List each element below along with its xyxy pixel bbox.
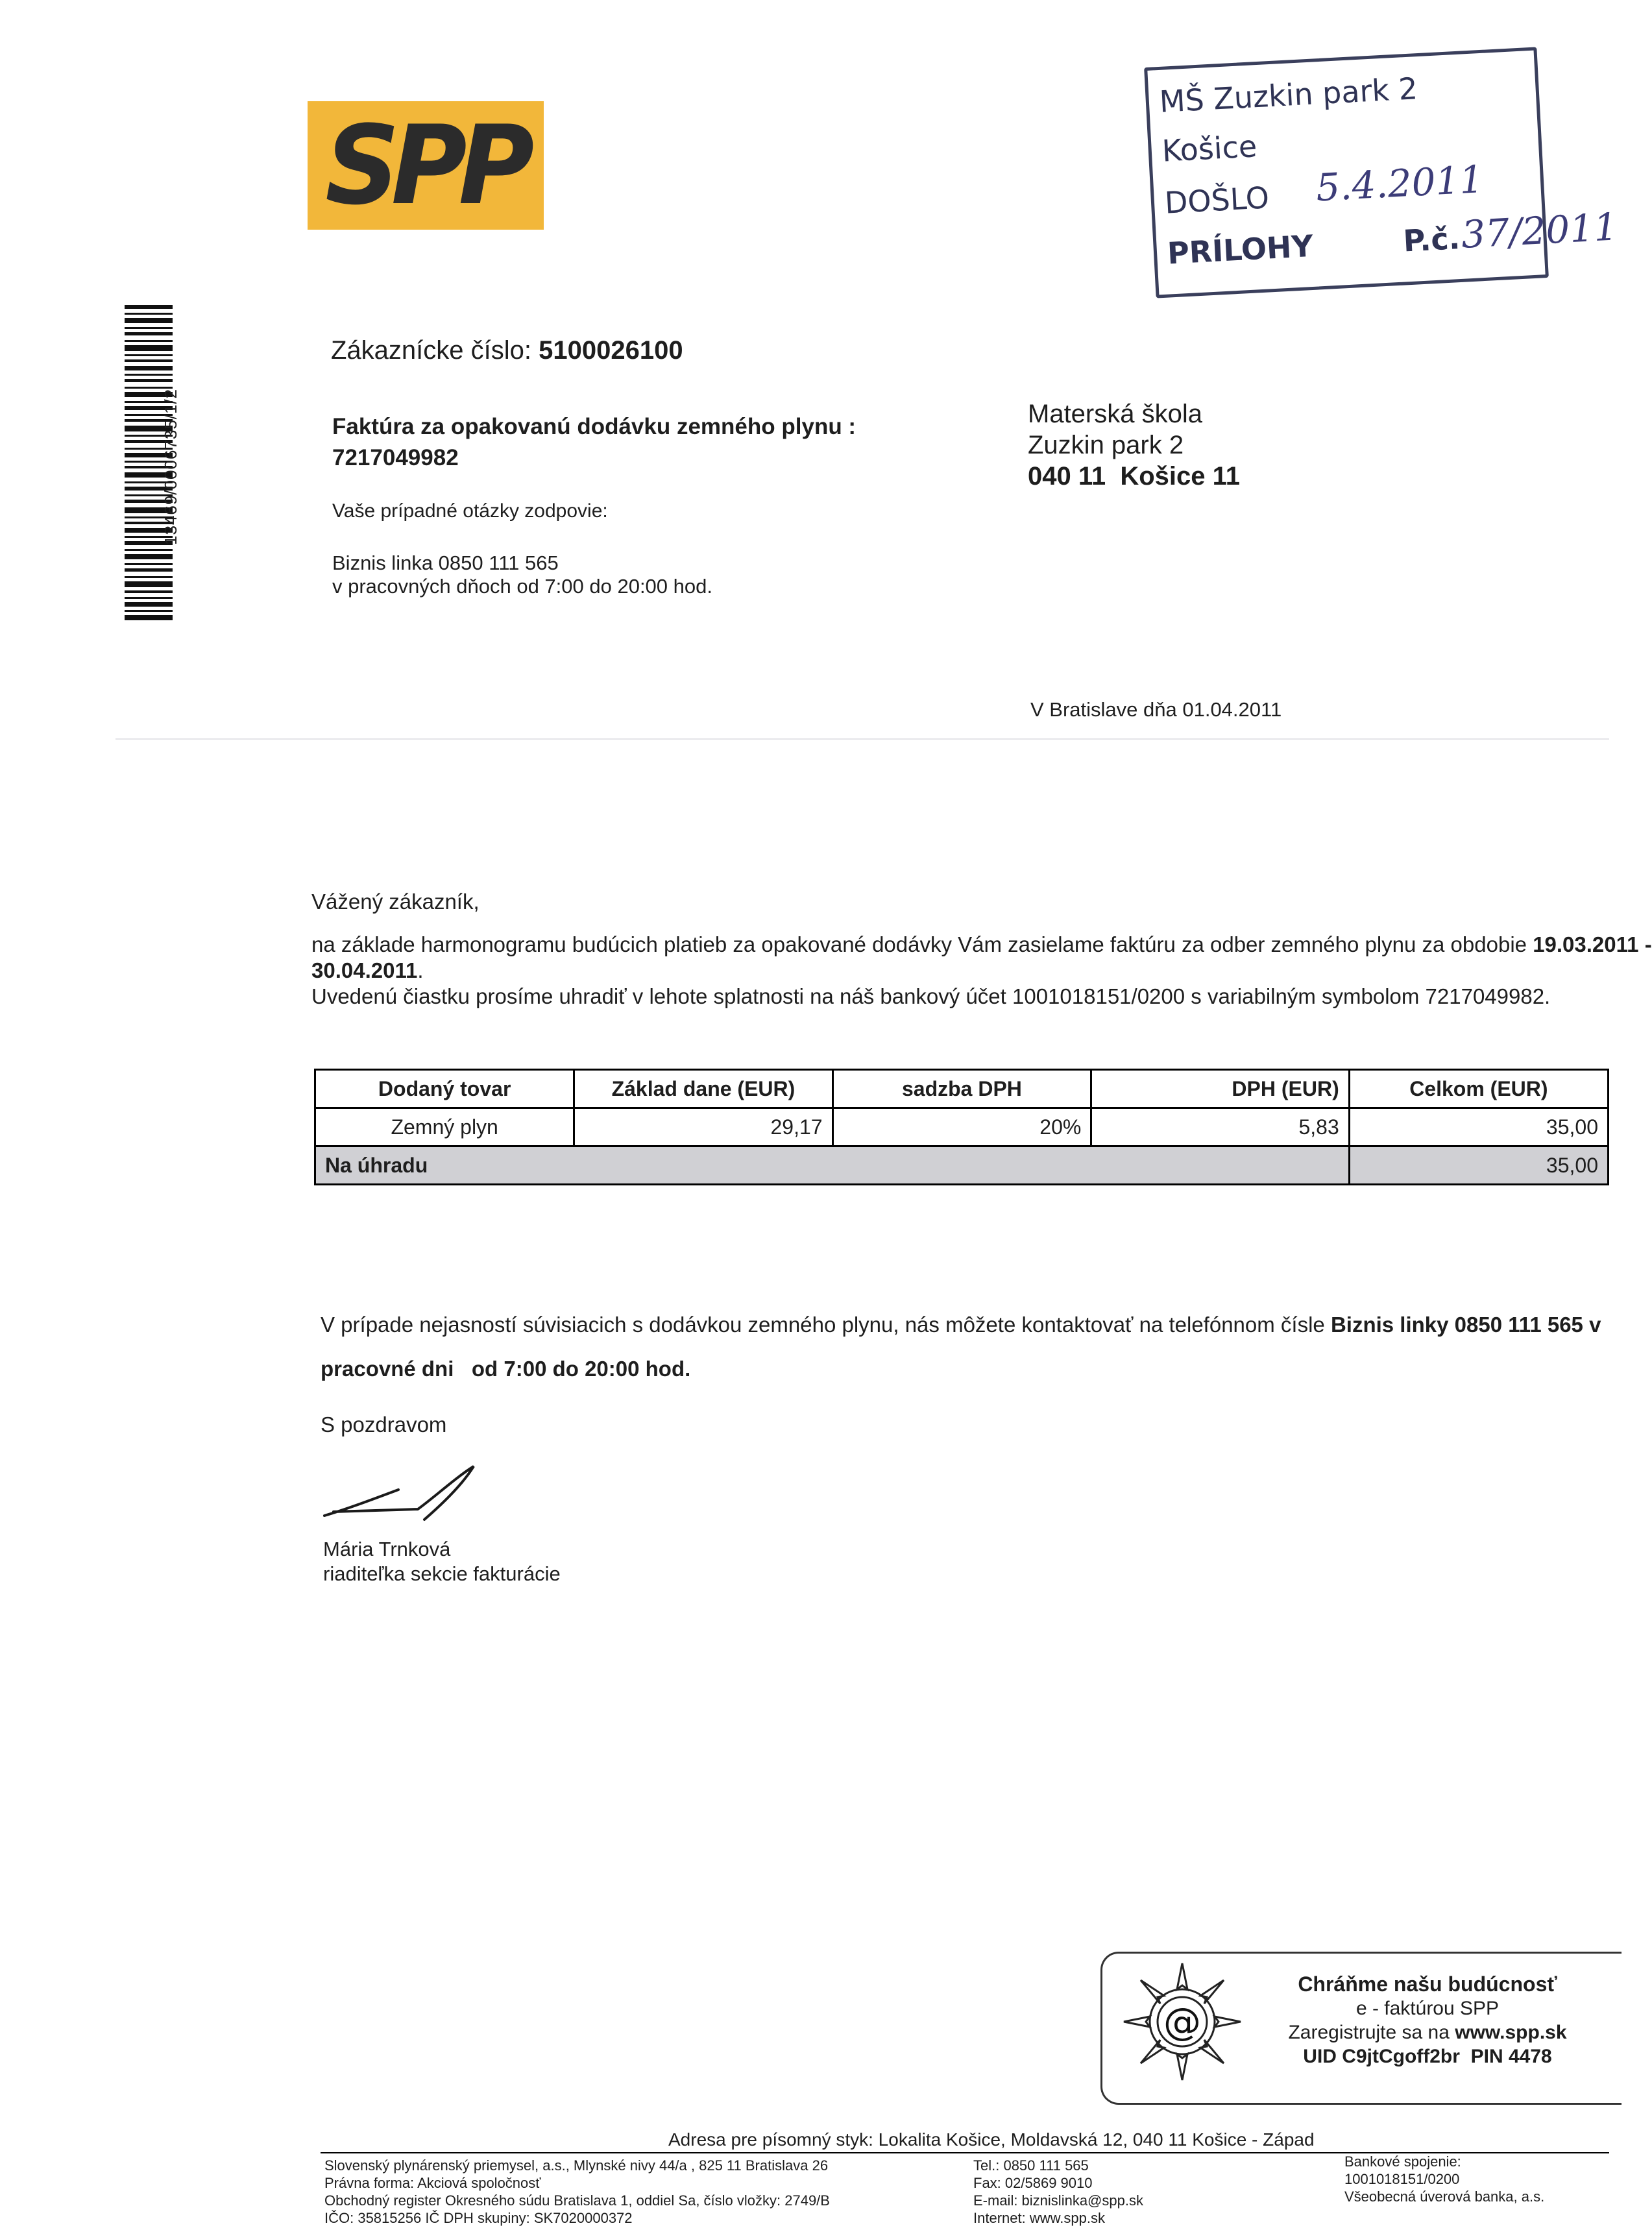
eco-line-3: UID C9jtCgoff2br PIN 4478 <box>1303 2046 1552 2067</box>
signature <box>321 1464 489 1529</box>
period-end-dot: . <box>417 958 424 982</box>
footer-company-1: Slovenský plynárenský priemysel, a.s., Mlynské nivy 44/a , 825 11 Bratislava 26 <box>324 2157 829 2174</box>
postal-address: Adresa pre písomný styk: Lokalita Košice, Moldavská 12, 040 11 Košice - Západ <box>668 2129 1315 2150</box>
col-header-base: Základ dane (EUR) <box>574 1070 832 1108</box>
stamp-line-4: PRÍLOHY <box>1166 228 1315 271</box>
col-header-vat-rate: sadzba DPH <box>832 1070 1091 1108</box>
customer-number-label: Zákaznícke číslo: <box>331 336 532 365</box>
logo-text: SPP <box>325 102 526 229</box>
salutation: Vážený zákazník, <box>311 890 480 914</box>
questions-intro: Vaše prípadné otázky zodpovie: <box>332 500 608 522</box>
barcode-number: 13469/0006735/1/2 <box>161 388 180 545</box>
spp-logo <box>308 101 544 230</box>
total-value: 35,00 <box>1349 1146 1608 1185</box>
eco-title: Chráňme našu budúcnosť <box>1298 1972 1557 1996</box>
recipient-city: 040 11 Košice 11 <box>1028 462 1240 491</box>
stamp-number: 37/2011 <box>1460 204 1619 257</box>
cell-goods: Zemný plyn <box>315 1108 574 1146</box>
footer-company-4: IČO: 35815256 IČ DPH skupiny: SK7020000372 <box>324 2210 633 2226</box>
footer-company <box>324 2157 830 2227</box>
footer-bank-account: 1001018151/0200 <box>1344 2171 1460 2187</box>
cell-vat-rate: 20% <box>832 1108 1091 1146</box>
cell-base: 29,17 <box>574 1108 832 1146</box>
col-header-total: Celkom (EUR) <box>1349 1070 1608 1108</box>
footer-web[interactable]: Internet: www.spp.sk <box>973 2210 1105 2226</box>
footer-bank <box>1344 2153 1544 2205</box>
place-date: V Bratislave dňa 01.04.2011 <box>1030 698 1282 721</box>
col-header-vat: DPH (EUR) <box>1091 1070 1349 1108</box>
eco-line-1: e - faktúrou SPP <box>1355 1998 1500 2019</box>
signer-role: riaditeľka sekcie fakturácie <box>323 1562 561 1585</box>
stamp-line-2: Košice <box>1161 128 1258 169</box>
footer-bank-name: Všeobecná úverová banka, a.s. <box>1344 2188 1545 2205</box>
stamp-line-1: MŠ Zuzkin park 2 <box>1158 71 1419 119</box>
hotline-hours: v pracovných dňoch od 7:00 do 20:00 hod. <box>332 575 712 598</box>
contact-line-2: pracovné dni od 7:00 do 20:00 hod. <box>321 1357 691 1381</box>
eco-icon-symbol: @ <box>1163 2000 1201 2044</box>
recipient-street: Zuzkin park 2 <box>1028 431 1184 459</box>
closing: S pozdravom <box>321 1412 447 1436</box>
table-row <box>315 1108 1609 1146</box>
footer-bank-label: Bankové spojenie: <box>1344 2153 1461 2170</box>
letter-paragraph-1b <box>311 958 424 984</box>
contact-hotline: Biznis linky 0850 111 565 v <box>1330 1313 1601 1337</box>
eco-line-2-prefix: Zaregistrujte sa na <box>1288 2022 1455 2043</box>
eco-link[interactable]: www.spp.sk <box>1455 2022 1567 2043</box>
cell-vat: 5,83 <box>1091 1108 1349 1146</box>
recipient-name: Materská škola <box>1028 400 1202 428</box>
invoice-table <box>314 1069 1609 1185</box>
period-end: 30.04.2011 <box>311 958 418 982</box>
invoice-title: Faktúra za opakovanú dodávku zemného plynu : <box>332 414 856 439</box>
contact-text: V prípade nejasností súvisiacich s dodávkou zemného plynu, nás môžete kontaktovať na telefónnom čísle <box>321 1313 1331 1337</box>
stamp-date: 5.4.2011 <box>1315 157 1485 210</box>
customer-number <box>331 335 683 366</box>
hotline-line: Biznis linka 0850 111 565 <box>332 551 559 574</box>
footer-contact <box>973 2157 1143 2227</box>
customer-number-value: 5100026100 <box>539 336 683 365</box>
stamp-pc-label: P.č. <box>1402 221 1461 259</box>
footer-company-2: Právna forma: Akciová spoločnosť <box>324 2175 541 2191</box>
cell-total: 35,00 <box>1349 1108 1608 1146</box>
footer-fax: Fax: 02/5869 9010 <box>973 2175 1093 2191</box>
e-invoice-text <box>1259 1972 1596 2068</box>
footer-email[interactable]: E-mail: biznislinka@spp.sk <box>973 2192 1143 2209</box>
contact-line-1 <box>321 1312 1601 1338</box>
eco-line-2 <box>1259 2020 1596 2044</box>
total-label: Na úhradu <box>315 1146 1350 1185</box>
fold-line <box>115 738 1609 740</box>
table-header-row <box>315 1070 1609 1108</box>
col-header-goods: Dodaný tovar <box>315 1070 574 1108</box>
table-total-row <box>315 1146 1609 1185</box>
period-start: 19.03.2011 - <box>1533 932 1652 956</box>
sunflower-icon <box>1124 1957 1241 2087</box>
received-stamp <box>1144 47 1619 298</box>
letter-paragraph-2: Uvedenú čiastku prosíme uhradiť v lehote splatnosti na náš bankový účet 1001018151/0200 s variabilným symbolom 7217049982. <box>311 984 1551 1008</box>
signer-name: Mária Trnková <box>323 1538 451 1560</box>
footer-company-3: Obchodný register Okresného súdu Bratislava 1, oddiel Sa, číslo vložky: 2749/B <box>324 2192 830 2209</box>
footer-tel: Tel.: 0850 111 565 <box>973 2157 1089 2174</box>
letter-p1-text: na základe harmonogramu budúcich platieb za opakované dodávky Vám zasielame faktúru za odber zemného plynu za obdobie <box>311 932 1533 956</box>
letter-paragraph-1 <box>311 932 1652 958</box>
stamp-line-3: DOŠLO <box>1163 180 1270 221</box>
invoice-number: 7217049982 <box>332 445 459 470</box>
